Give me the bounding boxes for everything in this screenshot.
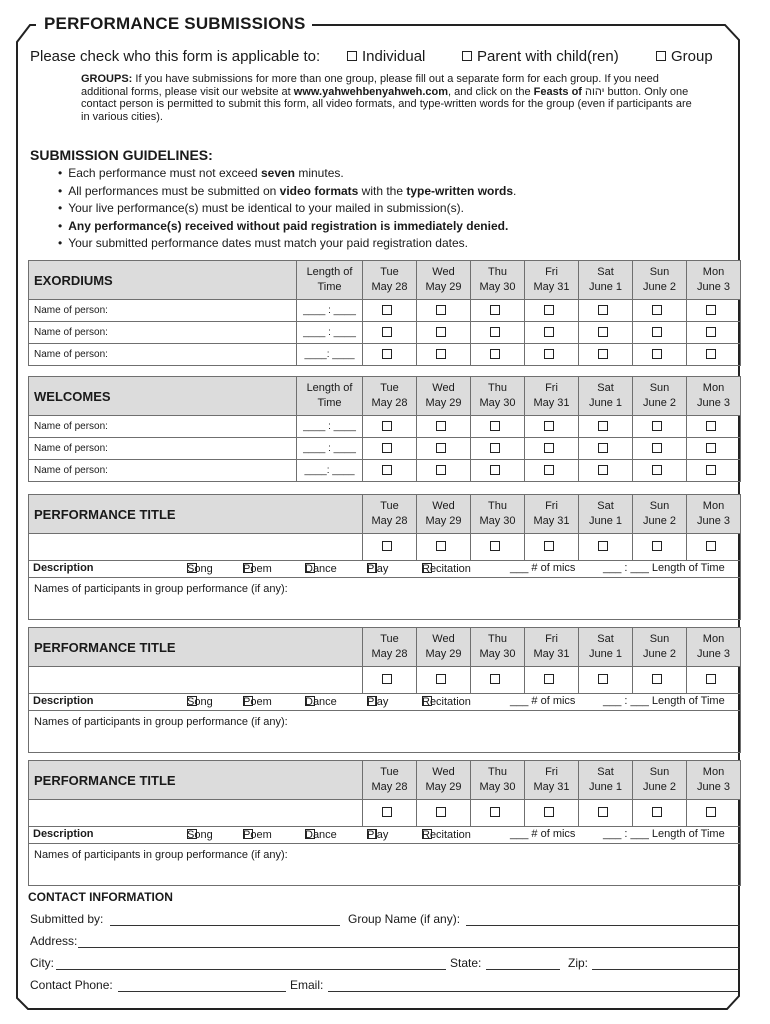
- checkbox[interactable]: [436, 465, 446, 475]
- length-field[interactable]: ___ : ___ Length of Time: [603, 562, 725, 574]
- table-row: [29, 460, 741, 482]
- day-header: Fri May 31: [525, 261, 579, 300]
- checkbox[interactable]: [347, 51, 357, 61]
- checkbox[interactable]: [382, 807, 392, 817]
- day-header: Sun June 2: [633, 495, 687, 534]
- checkbox[interactable]: [382, 443, 392, 453]
- table-row: [29, 800, 741, 827]
- checkbox[interactable]: [490, 541, 500, 551]
- day-header: Wed May 29: [417, 377, 471, 416]
- checkbox[interactable]: [382, 674, 392, 684]
- table-row: [29, 344, 741, 366]
- participants-field[interactable]: Names of participants in group performance (if any):: [29, 711, 741, 753]
- day-header: Fri May 31: [525, 495, 579, 534]
- page-title: PERFORMANCE SUBMISSIONS: [38, 14, 312, 34]
- day-header: Fri May 31: [525, 761, 579, 800]
- length-field[interactable]: ____ : ____: [297, 322, 363, 344]
- checkbox[interactable]: [652, 807, 662, 817]
- checkbox[interactable]: [706, 421, 716, 431]
- day-header: Sat June 1: [579, 495, 633, 534]
- day-header: Wed May 29: [417, 261, 471, 300]
- checkbox[interactable]: [382, 465, 392, 475]
- checkbox[interactable]: [544, 349, 554, 359]
- day-header: Sun June 2: [633, 261, 687, 300]
- checkbox[interactable]: [544, 443, 554, 453]
- checkbox[interactable]: [598, 674, 608, 684]
- checkbox[interactable]: [656, 51, 666, 61]
- guideline-item: • Any performance(s) received without paid registration is immediately denied.: [58, 218, 516, 236]
- groups-note: GROUPS: If you have submissions for more than one group, please fill out a separate form for each group. If you need additional forms, please visit our website at www.yahwehbenyahweh.com, and click on the Feasts of יהוה button. Only one contact person is permitted to submit this form, all video formats, and type-written words for the group (even if participants are in various cities).: [81, 73, 692, 123]
- exordiums-table: EXORDIUMS Length of Time Tue May 28 Wed May 29 Thu May 30 Fri May 31 Sat June 1 Sun June 2 Mon June 3 Name of person: ____ : ____ Name of person: ____ : ____ Name of person: ____: ____: [28, 260, 741, 366]
- checkbox[interactable]: [652, 674, 662, 684]
- checkbox[interactable]: [436, 674, 446, 684]
- section-title: PERFORMANCE TITLE: [29, 628, 363, 667]
- day-header: Fri May 31: [525, 377, 579, 416]
- checkbox[interactable]: [490, 305, 500, 315]
- name-field[interactable]: Name of person:: [29, 300, 297, 322]
- day-header: Thu May 30: [471, 261, 525, 300]
- checkbox[interactable]: [598, 465, 608, 475]
- checkbox[interactable]: [490, 443, 500, 453]
- day-header: Tue May 28: [363, 377, 417, 416]
- checkbox[interactable]: [382, 541, 392, 551]
- performance-table: [28, 494, 741, 620]
- checkbox[interactable]: [706, 349, 716, 359]
- guideline-item: • Your submitted performance dates must match your paid registration dates.: [58, 235, 516, 253]
- checkbox[interactable]: [544, 674, 554, 684]
- day-header: Sun June 2: [633, 761, 687, 800]
- day-header: Sun June 2: [633, 628, 687, 667]
- checkbox[interactable]: [490, 327, 500, 337]
- section-title: PERFORMANCE TITLE: [29, 495, 363, 534]
- day-header: Thu May 30: [471, 495, 525, 534]
- contact-title: CONTACT INFORMATION: [28, 890, 173, 904]
- day-header: Wed May 29: [417, 495, 471, 534]
- section-title: EXORDIUMS: [29, 261, 297, 300]
- name-field[interactable]: Name of person:: [29, 438, 297, 460]
- day-header: Sat June 1: [579, 377, 633, 416]
- length-field[interactable]: ____ : ____: [297, 416, 363, 438]
- day-header: Fri May 31: [525, 628, 579, 667]
- checkbox[interactable]: [652, 327, 662, 337]
- checkbox[interactable]: [598, 305, 608, 315]
- day-header: Sat June 1: [579, 628, 633, 667]
- guidelines-list: [58, 165, 516, 253]
- mics-field[interactable]: ___ # of mics: [510, 562, 576, 574]
- day-header: Thu May 30: [471, 377, 525, 416]
- day-header: Tue May 28: [363, 628, 417, 667]
- checkbox[interactable]: [598, 421, 608, 431]
- day-header: Thu May 30: [471, 628, 525, 667]
- title-field[interactable]: [29, 534, 363, 561]
- checkbox[interactable]: [544, 465, 554, 475]
- checkbox[interactable]: [706, 443, 716, 453]
- option-parent-with-children[interactable]: Parent with child(ren): [462, 48, 619, 65]
- performance-table: [28, 760, 741, 886]
- city-field[interactable]: [56, 969, 446, 970]
- applicability-question: Please check who this form is applicable to:: [30, 48, 321, 65]
- length-field[interactable]: ____: ____: [297, 460, 363, 482]
- title-field[interactable]: [29, 800, 363, 827]
- day-header: Wed May 29: [417, 761, 471, 800]
- day-header: Tue May 28: [363, 495, 417, 534]
- welcomes-table: WELCOMES Length of Time Tue May 28 Wed May 29 Thu May 30 Fri May 31 Sat June 1 Sun June 2 Mon June 3 Name of person: ____ : ____ Name of person: ____ : ____ Name of person: ____: ____: [28, 376, 741, 482]
- day-header: Tue May 28: [363, 761, 417, 800]
- checkbox[interactable]: [382, 327, 392, 337]
- length-field[interactable]: ____ : ____: [297, 300, 363, 322]
- checkbox[interactable]: [598, 327, 608, 337]
- address-field[interactable]: [78, 947, 740, 948]
- name-field[interactable]: Name of person:: [29, 344, 297, 366]
- table-row: [29, 300, 741, 322]
- applicability-row: [30, 48, 713, 65]
- day-header: Mon June 3: [687, 495, 741, 534]
- name-field[interactable]: Name of person:: [29, 322, 297, 344]
- mics-field[interactable]: ___ # of mics: [510, 828, 576, 840]
- guideline-item: • Each performance must not exceed seven minutes.: [58, 165, 516, 183]
- table-row: [29, 322, 741, 344]
- day-header: Wed May 29: [417, 628, 471, 667]
- length-field[interactable]: ____ : ____: [297, 438, 363, 460]
- checkbox[interactable]: [382, 349, 392, 359]
- checkbox[interactable]: [652, 465, 662, 475]
- checkbox[interactable]: [598, 349, 608, 359]
- email-field[interactable]: [328, 991, 738, 992]
- checkbox[interactable]: [436, 305, 446, 315]
- checkbox[interactable]: [652, 305, 662, 315]
- email-label: Email:: [290, 978, 324, 992]
- table-row: [29, 667, 741, 694]
- name-field[interactable]: Name of person:: [29, 460, 297, 482]
- participants-field[interactable]: Names of participants in group performance (if any):: [29, 578, 741, 620]
- checkbox[interactable]: [706, 465, 716, 475]
- group-name-label: Group Name (if any):: [348, 912, 461, 926]
- length-field[interactable]: ____: ____: [297, 344, 363, 366]
- address-label: Address:: [30, 934, 78, 948]
- website-link[interactable]: www.yahwehbenyahweh.com: [293, 85, 449, 98]
- length-field[interactable]: ___ : ___ Length of Time: [603, 695, 725, 707]
- checkbox[interactable]: [706, 807, 716, 817]
- day-header: Mon June 3: [687, 628, 741, 667]
- submitted-by-label: Submitted by:: [30, 912, 104, 926]
- checkbox[interactable]: [436, 807, 446, 817]
- state-field[interactable]: [486, 969, 560, 970]
- checkbox[interactable]: [436, 327, 446, 337]
- checkbox[interactable]: [436, 421, 446, 431]
- yhwh-text: יהוה: [585, 85, 605, 98]
- checkbox[interactable]: [706, 541, 716, 551]
- table-row: [29, 416, 741, 438]
- description-row: Description Song Poem Dance Play Recitation ___ # of mics ___ : ___ Length of Time: [29, 827, 741, 844]
- checkbox[interactable]: [490, 349, 500, 359]
- checkbox[interactable]: [462, 51, 472, 61]
- groups-label: GROUPS:: [81, 73, 133, 85]
- guidelines-title: SUBMISSION GUIDELINES:: [30, 147, 213, 163]
- checkbox[interactable]: [598, 541, 608, 551]
- zip-field[interactable]: [592, 969, 740, 970]
- submitted-by-field[interactable]: [110, 925, 340, 926]
- checkbox[interactable]: [652, 443, 662, 453]
- table-row: [29, 438, 741, 460]
- checkbox[interactable]: [490, 465, 500, 475]
- option-group[interactable]: Group: [656, 48, 713, 65]
- checkbox[interactable]: [652, 541, 662, 551]
- checkbox[interactable]: [706, 674, 716, 684]
- checkbox[interactable]: [706, 327, 716, 337]
- section-title: WELCOMES: [29, 377, 297, 416]
- checkbox[interactable]: [706, 305, 716, 315]
- section-title: PERFORMANCE TITLE: [29, 761, 363, 800]
- day-header: Mon June 3: [687, 377, 741, 416]
- option-individual[interactable]: Individual: [347, 48, 425, 65]
- participants-field[interactable]: Names of participants in group performance (if any):: [29, 844, 741, 886]
- checkbox[interactable]: [436, 443, 446, 453]
- title-field[interactable]: [29, 667, 363, 694]
- mics-field[interactable]: ___ # of mics: [510, 695, 576, 707]
- performance-table: [28, 627, 741, 753]
- table-row: [29, 534, 741, 561]
- day-header: Sat June 1: [579, 261, 633, 300]
- checkbox[interactable]: [652, 421, 662, 431]
- day-header: Tue May 28: [363, 261, 417, 300]
- checkbox[interactable]: [436, 541, 446, 551]
- description-row: Description Song Poem Dance Play Recitation ___ # of mics ___ : ___ Length of Time: [29, 561, 741, 578]
- checkbox[interactable]: [544, 807, 554, 817]
- day-header: Mon June 3: [687, 761, 741, 800]
- checkbox[interactable]: [436, 349, 446, 359]
- guideline-item: • All performances must be submitted on video formats with the type-written words.: [58, 183, 516, 201]
- group-name-field[interactable]: [466, 925, 740, 926]
- city-label: City:: [30, 956, 54, 970]
- checkbox[interactable]: [598, 443, 608, 453]
- day-header: Sun June 2: [633, 377, 687, 416]
- guideline-item: • Your live performance(s) must be identical to your mailed in submission(s).: [58, 200, 516, 218]
- checkbox[interactable]: [544, 541, 554, 551]
- checkbox[interactable]: [490, 674, 500, 684]
- zip-label: Zip:: [568, 956, 589, 970]
- checkbox[interactable]: [382, 421, 392, 431]
- description-row: Description Song Poem Dance Play Recitation ___ # of mics ___ : ___ Length of Time: [29, 694, 741, 711]
- checkbox[interactable]: [544, 327, 554, 337]
- checkbox[interactable]: [544, 421, 554, 431]
- day-header: Thu May 30: [471, 761, 525, 800]
- phone-field[interactable]: [118, 991, 286, 992]
- checkbox[interactable]: [652, 349, 662, 359]
- day-header: Mon June 3: [687, 261, 741, 300]
- day-header: Sat June 1: [579, 761, 633, 800]
- state-label: State:: [450, 956, 482, 970]
- checkbox[interactable]: [544, 305, 554, 315]
- phone-label: Contact Phone:: [30, 978, 113, 992]
- length-field[interactable]: ___ : ___ Length of Time: [603, 828, 725, 840]
- checkbox[interactable]: [598, 807, 608, 817]
- checkbox[interactable]: [490, 807, 500, 817]
- name-field[interactable]: Name of person:: [29, 416, 297, 438]
- checkbox[interactable]: [490, 421, 500, 431]
- checkbox[interactable]: [382, 305, 392, 315]
